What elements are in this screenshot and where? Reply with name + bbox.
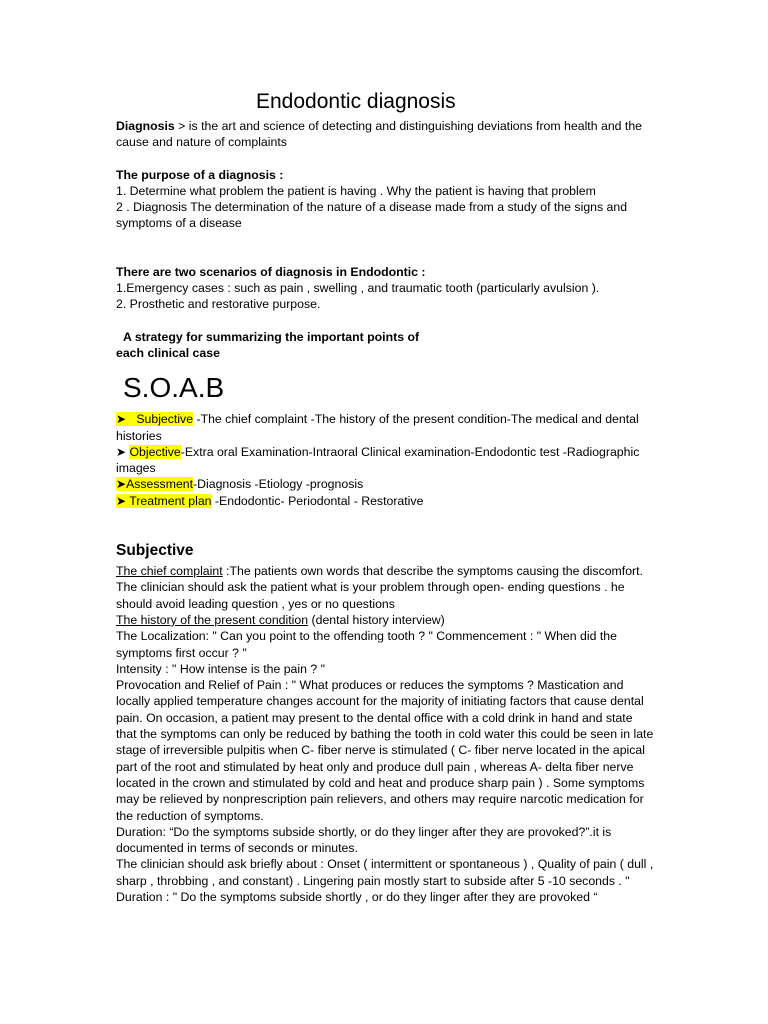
soab-text-objective: -Extra oral Examination-Intraoral Clinical examination-Endodontic test -Radiographic images [116, 444, 640, 476]
purpose-item-1: 1. Determine what problem the patient is having . Why the patient is having that problem [116, 183, 596, 198]
soab-label-assessment: Assessment [126, 477, 194, 492]
document-page [116, 88, 656, 905]
purpose-heading: The purpose of a diagnosis : [116, 167, 284, 182]
soab-heading: S.O.A.B [123, 372, 225, 404]
history-label: The history of the present condition [116, 612, 309, 627]
arrow-icon: ➤ [116, 412, 127, 427]
strategy-note [116, 329, 656, 362]
soab-label-objective: Objective [129, 444, 181, 459]
diagnosis-definition-text: > is the art and science of detecting and distinguishing deviations from health and the cause and nature of complaints [116, 119, 643, 150]
chief-complaint-label: The chief complaint [116, 564, 223, 579]
soab-label-treatment: Treatment plan [129, 493, 212, 508]
diagnosis-definition [116, 118, 656, 151]
arrow-icon: ➤ [116, 493, 127, 508]
history-paragraph [116, 612, 656, 628]
duration-paragraph: Duration: “Do the symptoms subside shortly, or do they linger after they are provoked?”.it is documented in terms of seconds or minutes. [116, 824, 612, 856]
soab-item-assessment [116, 476, 656, 492]
arrow-icon: ➤ [116, 477, 127, 492]
provocation-paragraph: Provocation and Relief of Pain : " What produces or reduces the symptoms ? Mastication and locally applied temperature changes account for the majority of initiating factors that cause dental pain. On occasion, a patient may present to the dental office with a cold drink in hand and state that the symptoms can only be reduced by bathing the tooth in cold water this could be seen in late stage of irreversible pulpitis when C- fiber nerve is stimulated ( C- fiber nerve located in the apical part of the root and stimulated by heat only and produce dull pain , whereas A- delta fiber nerve located in the crown and stimulated by cold and heat and produce sharp pain ) . Some symptoms may be relieved by nonprescription pain relievers, and others may require narcotic medication for the reduction of symptoms. [116, 678, 654, 823]
soab-treatment-highlight [116, 494, 212, 508]
diagnosis-term: Diagnosis [116, 119, 175, 133]
chief-complaint-paragraph [116, 563, 656, 612]
soab-text-assessment: -Diagnosis -Etiology -prognosis [193, 477, 364, 492]
strategy-line-2: each clinical case [116, 345, 220, 360]
soab-subjective-highlight [116, 412, 193, 426]
soab-item-objective [116, 444, 656, 477]
intensity-paragraph: Intensity : " How intense is the pain ? " [116, 661, 326, 676]
page-title: Endodontic diagnosis [256, 90, 456, 113]
soab-item-treatment [116, 493, 656, 509]
scenarios-heading: There are two scenarios of diagnosis in Endodontic : [116, 264, 426, 279]
soab-text-treatment: -Endodontic- Periodontal - Restorative [211, 493, 424, 508]
history-text: (dental history interview) [308, 612, 445, 627]
scenario-item-1: 1.Emergency cases : such as pain , swelling , and traumatic tooth (particularly avulsion ). [116, 281, 600, 296]
localization-paragraph: The Localization: " Can you point to the offending tooth ? " Commencement : " When did the symptoms first occur ? " [116, 629, 617, 660]
onset-quality-paragraph: The clinician should ask briefly about : Onset ( intermittent or spontaneous ) , Quality of pain ( dull , sharp , throbbing , and constant) . Lingering pain mostly start to subside after 5 -10 seconds . " Duration : " Do the symptoms subside shortly , or do they linger after they are provoked “ [116, 857, 654, 904]
subjective-heading: Subjective [116, 542, 194, 560]
soab-text-subjective: -The chief complaint -The history of the present condition-The medical and dental histories [116, 412, 639, 443]
strategy-line-1: A strategy for summarizing the important points of [123, 329, 420, 344]
soab-label-subjective: Subjective [136, 412, 194, 427]
scenario-item-2: 2. Prosthetic and restorative purpose. [116, 297, 321, 312]
soab-assessment-highlight [116, 477, 193, 491]
chief-complaint-text: :The patients own words that describe the symptoms causing the discomfort. The clinician should ask the patient what is your problem through open- ending questions . he should avoid leading question , yes or no questions [116, 564, 643, 611]
soab-item-subjective [116, 411, 656, 444]
arrow-icon: ➤ [116, 444, 127, 459]
purpose-item-2: 2 . Diagnosis The determination of the nature of a disease made from a study of the signs and symptoms of a disease [116, 200, 628, 231]
